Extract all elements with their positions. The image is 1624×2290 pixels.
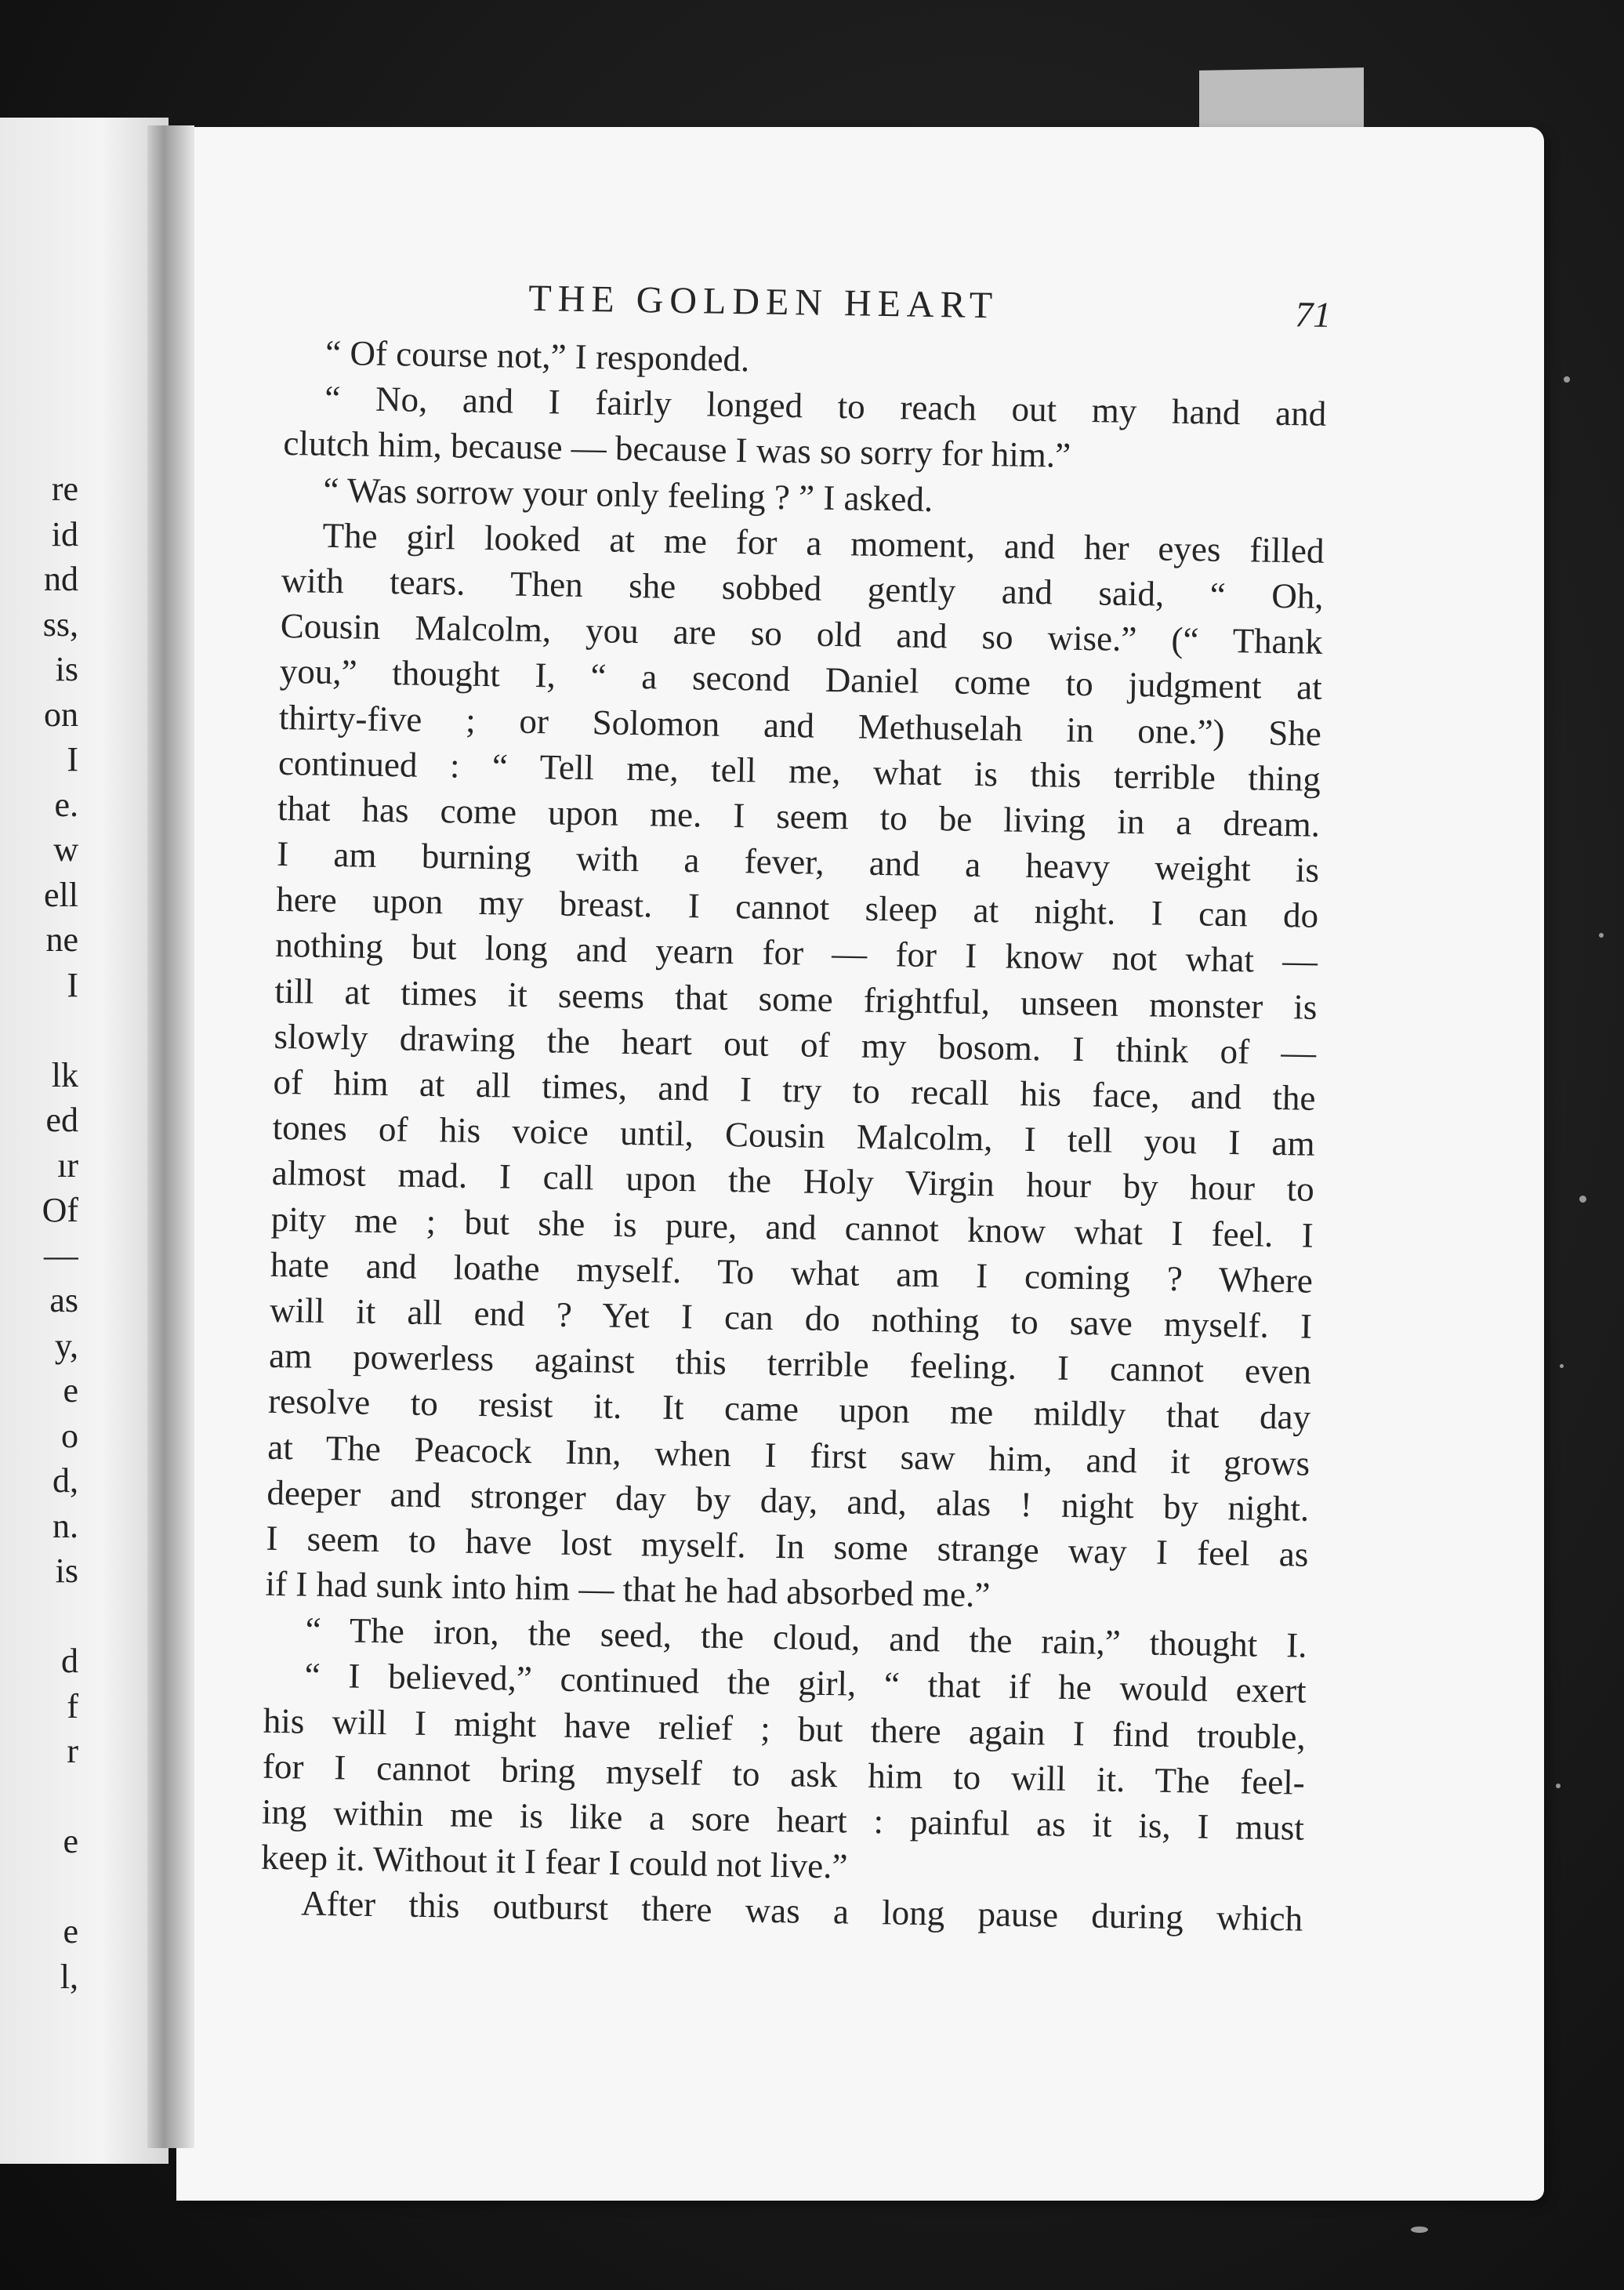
text-line: that has come upon me. I seem to be living in a dream.	[277, 788, 1321, 844]
left-page-fragment	[0, 1774, 78, 1820]
dust-speck	[1411, 2226, 1428, 2233]
left-page-fragment: e	[63, 1912, 78, 1951]
left-page	[0, 118, 169, 2164]
page-number: 71	[1294, 294, 1332, 335]
text-line: keep it. Without it I fear I could not live.”	[260, 1837, 848, 1886]
text-line: hate and loathe myself. To what am I coming ? Where	[270, 1244, 1314, 1301]
left-page-fragment: I	[67, 965, 78, 1004]
body-text	[260, 329, 1328, 1942]
left-page-fragment: n.	[53, 1506, 78, 1545]
text-line: I seem to have lost myself. In some strange way I feel as	[266, 1518, 1309, 1574]
left-page-fragment: e	[63, 1822, 78, 1860]
text-line: will it all end ? Yet I can do nothing to save myself. I	[269, 1290, 1313, 1346]
text-line: clutch him, because — because I was so sorry for him.”	[283, 423, 1071, 476]
left-page-fragment: ed	[45, 1101, 78, 1139]
dust-speck	[1579, 1196, 1586, 1203]
text-line: slowly drawing the heart out of my bosom. I think of —	[274, 1016, 1317, 1072]
text-line: I am burning with a fever, and a heavy weight is	[276, 833, 1320, 890]
left-page-text-fragments	[0, 466, 78, 1999]
text-line: tones of his voice until, Cousin Malcolm, I tell you I am	[272, 1108, 1315, 1163]
page-text-block	[260, 267, 1332, 1942]
left-page-fragment: ır	[57, 1145, 78, 1185]
text-line: “ The iron, the seed, the cloud, and the rain,” thought I.	[305, 1610, 1307, 1665]
text-line: “ No, and I fairly longed to reach out my hand and	[324, 378, 1327, 434]
text-line: at The Peacock Inn, when I first saw him, and it grows	[266, 1427, 1310, 1483]
left-page-fragment: w	[53, 830, 78, 869]
left-page-fragment: ss,	[42, 604, 78, 644]
left-page-fragment: e	[63, 1371, 78, 1410]
left-page-fragment: as	[49, 1281, 78, 1319]
left-page-fragment: —	[44, 1236, 78, 1275]
text-line: thirty-five ; or Solomon and Methuselah in one.”) She	[278, 697, 1322, 753]
left-page-fragment: Of	[42, 1191, 78, 1229]
left-page-fragment: is	[55, 1551, 78, 1590]
running-title: THE GOLDEN HEART	[527, 277, 999, 327]
text-line: here upon my breast. I cannot sleep at night. I can do	[275, 880, 1319, 936]
left-page-fragment: o	[61, 1416, 78, 1455]
left-page-fragment: ne	[45, 920, 78, 959]
text-line: of him at all times, and I try to recall his face, and the	[273, 1062, 1316, 1118]
text-line: “ I believed,” continued the girl, “ that if he would exert	[304, 1656, 1307, 1711]
left-page-fragment: re	[51, 470, 78, 508]
book-cover-edge	[1199, 67, 1364, 133]
text-line: with tears. Then she sobbed gently and said, “ Oh,	[281, 560, 1324, 616]
left-page-fragment: l,	[60, 1957, 78, 1996]
text-line: ing within me is like a sore heart : painful as it is, I must	[261, 1791, 1305, 1848]
text-line: After this outburst there was a long pause during which	[300, 1883, 1303, 1940]
text-line: Cousin Malcolm, you are so old and so wise.” (“ Thank	[280, 606, 1324, 662]
text-line: till at times it seems that some frightful, unseen monster is	[274, 971, 1318, 1027]
left-page-fragment: r	[67, 1732, 78, 1770]
left-page-fragment: lk	[51, 1055, 78, 1094]
text-line: deeper and stronger day by day, and, alas ! night by night.	[266, 1472, 1310, 1529]
left-page-fragment: d	[61, 1642, 78, 1680]
text-line: continued : “ Tell me, tell me, what is this terrible thing	[277, 742, 1321, 799]
text-line: nothing but long and yearn for — for I know not what —	[275, 925, 1318, 982]
left-page-fragment: y,	[54, 1326, 78, 1365]
left-page-fragment: e.	[54, 785, 78, 824]
text-line: pity me ; but she is pure, and cannot know what I feel. I	[270, 1199, 1314, 1255]
left-page-fragment	[0, 1594, 78, 1639]
dust-speck	[1560, 1364, 1564, 1368]
left-page-fragment: nd	[44, 560, 78, 598]
text-line: “ Was sorrow your only feeling ? ” I asked.	[323, 470, 933, 519]
dust-speck	[1564, 376, 1570, 383]
dust-speck	[1556, 1784, 1561, 1788]
page-gutter	[147, 125, 194, 2148]
left-page-fragment: on	[44, 695, 78, 734]
text-line: “ Of course not,” I responded.	[324, 332, 750, 379]
left-page-fragment	[0, 1864, 78, 1910]
text-line: am powerless against this terrible feeling. I cannot even	[268, 1335, 1312, 1392]
text-line: his will I might have relief ; but there again I find trouble,	[263, 1700, 1307, 1757]
text-line: almost mad. I call upon the Holy Virgin hour by hour to	[271, 1153, 1315, 1210]
left-page-fragment: is	[55, 650, 78, 688]
text-line: for I cannot bring myself to ask him to will it. The feel-	[262, 1746, 1306, 1802]
text-line: The girl looked at me for a moment, and her eyes filled	[322, 515, 1325, 571]
left-page-fragment: id	[51, 514, 78, 553]
text-line: if I had sunk into him — that he had absorbed me.”	[265, 1563, 991, 1615]
dust-speck	[1599, 933, 1604, 938]
left-page-fragment	[0, 1007, 78, 1053]
text-line: resolve to resist it. It came upon me mildly that day	[267, 1381, 1311, 1438]
left-page-fragment: d,	[53, 1461, 78, 1500]
left-page-fragment: I	[67, 740, 78, 778]
left-page-fragment: f	[67, 1686, 78, 1726]
text-line: you,” thought I, “ a second Daniel come to judgment at	[279, 651, 1323, 708]
left-page-fragment: ell	[44, 875, 78, 914]
